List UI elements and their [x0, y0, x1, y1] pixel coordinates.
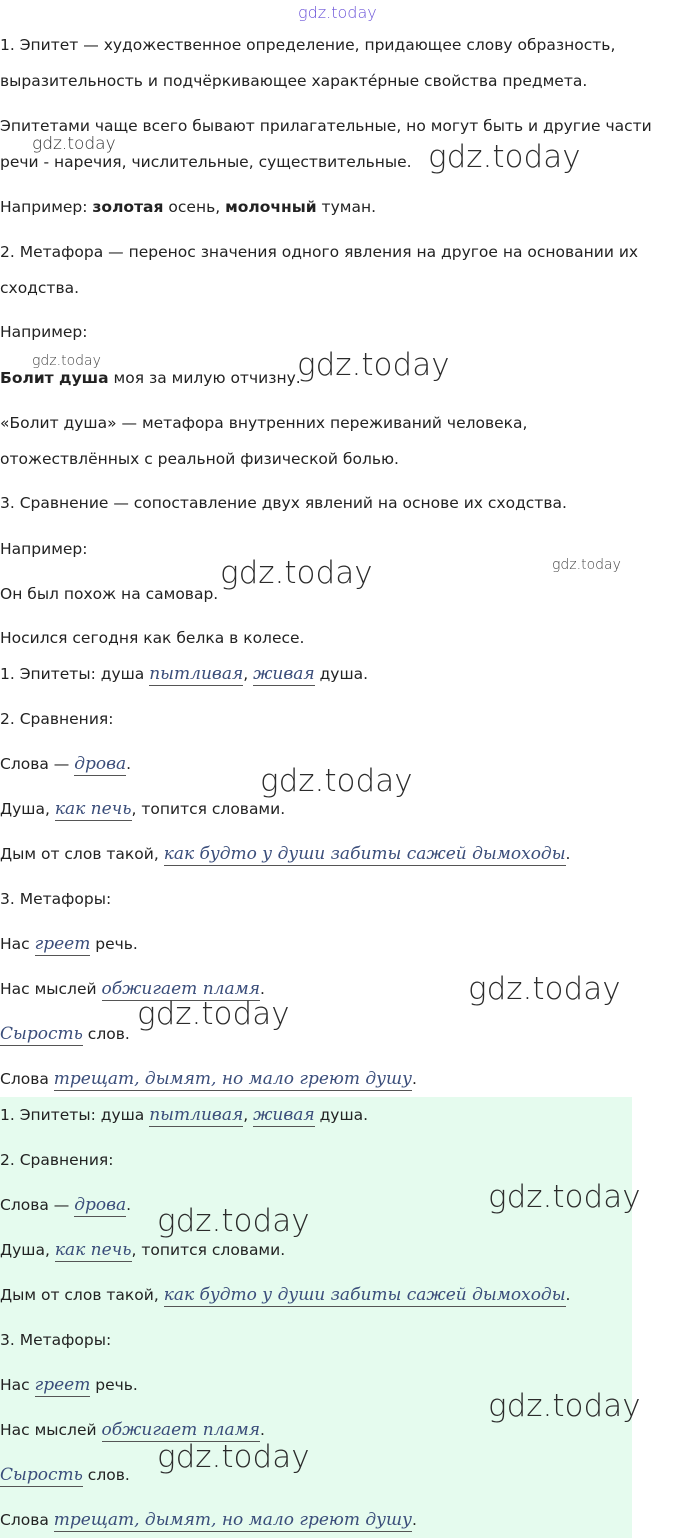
tail: .: [126, 1196, 132, 1214]
prefix: Слова —: [0, 1196, 75, 1214]
bold-phrase: Болит душа: [0, 369, 109, 387]
watermark: gdz.today: [468, 971, 621, 1007]
comparison-example-1: Он был похож на самовар.: [0, 585, 219, 603]
metaphor-definition-line-2: сходства.: [0, 279, 80, 297]
prefix: Слова —: [0, 755, 75, 773]
answer-epithets-repeat: [0, 1105, 368, 1125]
tail: , топится словами.: [131, 1241, 286, 1259]
prefix: Нас мыслей: [0, 1421, 102, 1439]
watermark: gdz.today: [260, 763, 413, 799]
epithet-parts-line-2: речи - наречия, числительные, существительные.: [0, 153, 412, 171]
handwritten-word: как будто у души забиты сажей дымоходы: [163, 1285, 566, 1305]
prefix: Нас: [0, 935, 35, 953]
watermark: gdz.today: [488, 1388, 641, 1424]
handwritten-word: Сырость: [0, 1465, 83, 1485]
prefix: Дым от слов такой,: [0, 1286, 164, 1304]
handwritten-word: пытливая: [149, 1105, 244, 1125]
prefix: Душа,: [0, 800, 55, 818]
watermark: gdz.today: [220, 555, 373, 591]
tail: .: [259, 1421, 265, 1439]
tail: .: [411, 1070, 417, 1088]
tail: слов.: [82, 1466, 130, 1484]
bold-word: золотая: [92, 198, 164, 216]
answer-metaphor-1: [0, 934, 138, 954]
answer-comparison-2-repeat: [0, 1240, 285, 1260]
answer-comparison-1: [0, 754, 131, 774]
handwritten-word: Сырость: [0, 1024, 83, 1044]
epithet-parts-line-1: Эпитетами чаще всего бывают прилагательные, но могут быть и другие части: [0, 117, 652, 135]
handwritten-word: как печь: [54, 799, 132, 819]
answer-metaphor-3-repeat: [0, 1465, 130, 1485]
example-text: осень,: [163, 198, 226, 216]
answer-metaphors-label-repeat: 3. Метафоры:: [0, 1331, 112, 1349]
tail: .: [565, 1286, 571, 1304]
handwritten-word: обжигает пламя: [101, 979, 260, 999]
watermark-top: gdz.today: [298, 3, 377, 22]
metaphor-definition-line-1: 2. Метафора — перенос значения одного явления на другое на основании их: [0, 243, 639, 261]
prefix: Дым от слов такой,: [0, 845, 164, 863]
tail: .: [259, 980, 265, 998]
epithet-definition-line-2: выразительность и подчёркивающее характе́рные свойства предмета.: [0, 72, 588, 90]
answer-metaphor-2-repeat: [0, 1420, 265, 1440]
tail: .: [565, 845, 571, 863]
handwritten-word: греет: [34, 1375, 91, 1395]
comparison-example-2: Носился сегодня как белка в колесе.: [0, 629, 305, 647]
handwritten-word: греет: [34, 934, 91, 954]
watermark: gdz.today: [488, 1179, 641, 1215]
tail: речь.: [90, 935, 138, 953]
answer-metaphors-label: 3. Метафоры:: [0, 890, 112, 908]
watermark: gdz.today: [297, 347, 450, 383]
watermark: gdz.today: [428, 139, 581, 175]
prefix: Нас: [0, 1376, 35, 1394]
answer-epithets: [0, 664, 368, 684]
handwritten-word: трещат, дымят, но мало греют душу: [53, 1069, 412, 1089]
metaphor-explanation-line-1: «Болит душа» — метафора внутренних переживаний человека,: [0, 414, 528, 432]
handwritten-word: дрова: [74, 754, 127, 774]
tail: .: [126, 755, 132, 773]
example-text: моя за милую отчизну.: [108, 369, 301, 387]
tail: слов.: [82, 1025, 130, 1043]
answer-metaphor-4-repeat: [0, 1510, 417, 1530]
comma: ,: [243, 1106, 254, 1124]
epithet-example: [0, 197, 376, 217]
metaphor-example-label: Например:: [0, 323, 88, 341]
tail: .: [411, 1511, 417, 1529]
watermark: gdz.today: [157, 1439, 310, 1475]
tail: речь.: [90, 1376, 138, 1394]
answer-comparison-3: [0, 844, 570, 864]
prefix: Нас мыслей: [0, 980, 102, 998]
bold-word: молочный: [225, 198, 317, 216]
tail: , топится словами.: [131, 800, 286, 818]
handwritten-word: обжигает пламя: [101, 1420, 260, 1440]
label: 1. Эпитеты: душа: [0, 665, 150, 683]
label: 1. Эпитеты: душа: [0, 1106, 150, 1124]
handwritten-word: трещат, дымят, но мало греют душу: [53, 1510, 412, 1530]
handwritten-word: живая: [253, 1105, 315, 1125]
answer-comparisons-label: 2. Сравнения:: [0, 710, 114, 728]
epithet-definition-line-1: 1. Эпитет — художественное определение, придающее слову образность,: [0, 36, 616, 54]
answer-metaphor-4: [0, 1069, 417, 1089]
handwritten-word: дрова: [74, 1195, 127, 1215]
example-label: Например:: [0, 198, 93, 216]
handwritten-word: как печь: [54, 1240, 132, 1260]
comma: ,: [243, 665, 254, 683]
comparison-example-label: Например:: [0, 540, 88, 558]
watermark: gdz.today: [137, 996, 290, 1032]
prefix: Слова: [0, 1070, 54, 1088]
answer-comparison-1-repeat: [0, 1195, 131, 1215]
metaphor-explanation-line-2: отожествлённых с реальной физической болью.: [0, 450, 399, 468]
prefix: Слова: [0, 1511, 54, 1529]
handwritten-word: живая: [253, 664, 315, 684]
tail: душа.: [314, 665, 369, 683]
watermark: gdz.today: [32, 134, 116, 154]
prefix: Душа,: [0, 1241, 55, 1259]
example-text: туман.: [316, 198, 377, 216]
tail: душа.: [314, 1106, 369, 1124]
answer-metaphor-3: [0, 1024, 130, 1044]
answer-comparisons-label-repeat: 2. Сравнения:: [0, 1151, 114, 1169]
handwritten-word: как будто у души забиты сажей дымоходы: [163, 844, 566, 864]
metaphor-example: [0, 368, 301, 388]
watermark: gdz.today: [157, 1203, 310, 1239]
answer-comparison-3-repeat: [0, 1285, 570, 1305]
answer-comparison-2: [0, 799, 285, 819]
comparison-definition: 3. Сравнение — сопоставление двух явлений на основе их сходства.: [0, 494, 567, 512]
handwritten-word: пытливая: [149, 664, 244, 684]
watermark: gdz.today: [32, 353, 101, 369]
watermark: gdz.today: [552, 557, 621, 573]
answer-metaphor-1-repeat: [0, 1375, 138, 1395]
